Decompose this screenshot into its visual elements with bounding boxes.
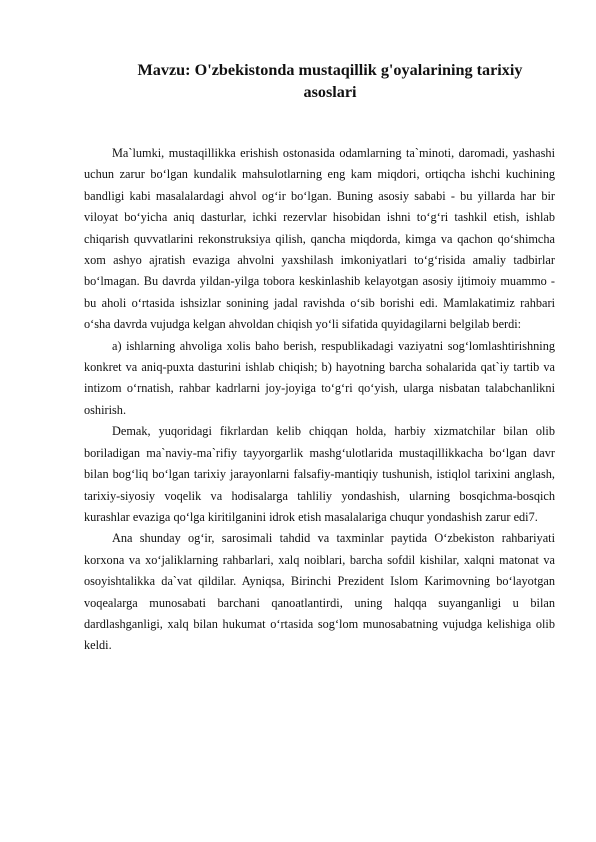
paragraph-3: Demak, yuqoridagi fikrlardan kelib chiqqan holda, harbiy xizmatchilar bilan olib boriladigan ma`naviy-ma`rifiy tayyorgarlik mashgʻulotlarida mustaqillikkacha boʻlgan davr bilan bogʻliq boʻlgan tarixiy jarayonlarni falsafiy-mantiqiy tushunish, istiqlol tarixini anglash, tarixiy-siyosiy voqelik va hodisalarga tahliliy yondashish, ularning bosqichma-bosqich kurashlar evaziga qoʻlga kiritilganini idrok etish masalalariga chuqur yondashish zarur edi7.	[84, 424, 555, 524]
paragraph-4: Ana shunday ogʻir, sarosimali tahdid va taxminlar paytida Oʻzbekiston rahbariyati korxona va xoʻjaliklarning rahbarlari, xalq noiblari, barcha sofdil kishilar, xalqni matonat va osoyishtalikka da`vat qildilar. Ayniqsa, Birinchi Prezident Islom Karimovning boʻlayotgan voqealarga munosabati barchani qanoatlantirdi, uning halqqa suyanganligi u bilan dardlashganligi, xalq bilan hukumat oʻrtasida sogʻlom munosabatning vujudga kelishiga olib keldi.	[84, 531, 555, 653]
page-title	[80, 59, 580, 103]
paragraph-2: a) ishlarning ahvoliga xolis baho berish, respublikadagi vaziyatni sogʻlomlashtirishning konkret va aniq-puxta dasturini ishlab chiqish; b) hayotning barcha sohalarida qat`iy tartib va intizom oʻrnatish, rahbar kadrlarni joy-joyiga toʻgʻri qoʻyish, ularga nisbatan talabchanlikni oshirish.	[84, 338, 555, 417]
document-body	[84, 143, 555, 657]
title-line-1: Mavzu: O'zbekistonda mustaqillik g'oyalarining tarixiy	[137, 61, 523, 79]
paragraph-1: Ma`lumki, mustaqillikka erishish ostonasida odamlarning ta`minoti, daromadi, yashashi uchun zarur boʻlgan kundalik mahsulotlarning eng kam miqdori, ortiqcha ishchi kuchining bandligi kabi masalalardagi ahvol ogʻir boʻlgan. Buning asosiy sababi - bu yillarda har bir viloyat boʻyicha aniq dasturlar, ichki rezervlar hisobidan ishni toʻgʻri tashkil etish, ishlab chiqarish quvvatlarini rekonstruksiya qilish, qancha miqdorda, kimga va qachon qoʻshimcha xom ashyo ajratish evaziga ahvolni yaxshilash imkoniyatlari toʻgʻrisida amaliy tadbirlar boʻlmagan. Bu davrda yildan-yilga tobora keskinlashib kelayotgan asosiy ijtimoiy muammo - bu aholi oʻrtasida ishsizlar sonining jadal ravishda oʻsib borishi edi. Mamlakatimiz rahbari oʻsha davrda vujudga kelgan ahvoldan chiqish yoʻli sifatida quyidagilarni belgilab berdi:	[84, 146, 555, 332]
title-line-2: asoslari	[303, 83, 357, 101]
